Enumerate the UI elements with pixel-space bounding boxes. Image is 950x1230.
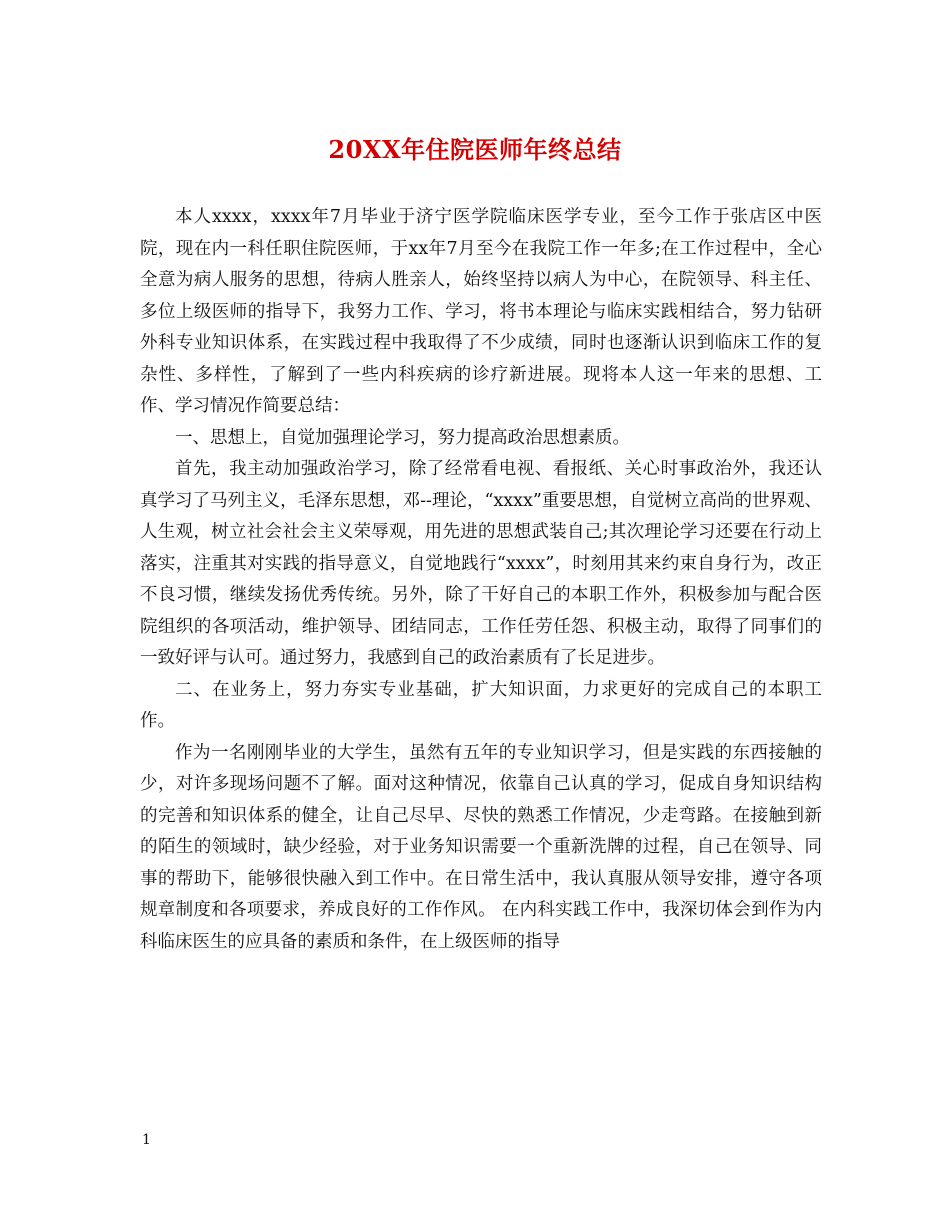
document-title: 20XX年住院医师年终总结	[328, 135, 622, 164]
paragraph-political-study: 首先，我主动加强政治学习，除了经常看电视、看报纸、关心时事政治外，我还认真学习了马列主义，毛泽东思想，邓--理论，“xxxx”重要思想，自觉树立高尚的世界观、人生观，树立社会社会主义荣辱观，用先进的思想武装自己;其次理论学习还要在行动上落实，注重其对实践的指导意义，自觉地践行“xxxx”，时刻用其来约束自身行为，改正不良习惯，继续发扬优秀传统。另外，除了干好自己的本职工作外，积极参加与配合医院组织的各项活动，维护领导、团结同志，工作任劳任怨、积极主动，取得了同事们的一致好评与认可。通过努力，我感到自己的政治素质有了长足进步。	[140, 459, 822, 668]
paragraph-section-1-heading: 一、思想上，自觉加强理论学习，努力提高政治思想素质。	[175, 427, 630, 448]
page-number: 1	[142, 1132, 151, 1148]
paragraph-professional-work: 作为一名刚刚毕业的大学生，虽然有五年的专业知识学习，但是实践的东西接触的少，对许多现场问题不了解。面对这种情况，依靠自己认真的学习，促成自身知识结构的完善和知识体系的健全，让自己尽早、尽快的熟悉工作情况，少走弯路。在接触到新的陌生的领域时，缺少经验，对于业务知识需要一个重新洗牌的过程，自己在领导、同事的帮助下，能够很快融入到工作中。在日常生活中，我认真服从领导安排，遵守各项规章制度和各项要求，养成良好的工作作风。 在内科实践工作中，我深切体会到作为内科临床医生的应具备的素质和条件，在上级医师的指导	[140, 742, 822, 952]
document-body	[140, 202, 822, 958]
paragraph-intro: 本人xxxx，xxxx年7月毕业于济宁医学院临床医学专业，至今工作于张店区中医院，现在内一科任职住院医师，于xx年7月至今在我院工作一年多;在工作过程中，全心全意为病人服务的思想，待病人胜亲人，始终坚持以病人为中心，在院领导、科主任、多位上级医师的指导下，我努力工作、学习，将书本理论与临床实践相结合，努力钻研外科专业知识体系，在实践过程中我取得了不少成绩，同时也逐渐认识到临床工作的复杂性、多样性，了解到了一些内科疾病的诊疗新进展。现将本人这一年来的思想、工作、学习情况作简要总结：	[140, 207, 822, 416]
paragraph-section-2-heading: 二、在业务上，努力夯实专业基础，扩大知识面，力求更好的完成自己的本职工作。	[140, 679, 822, 731]
